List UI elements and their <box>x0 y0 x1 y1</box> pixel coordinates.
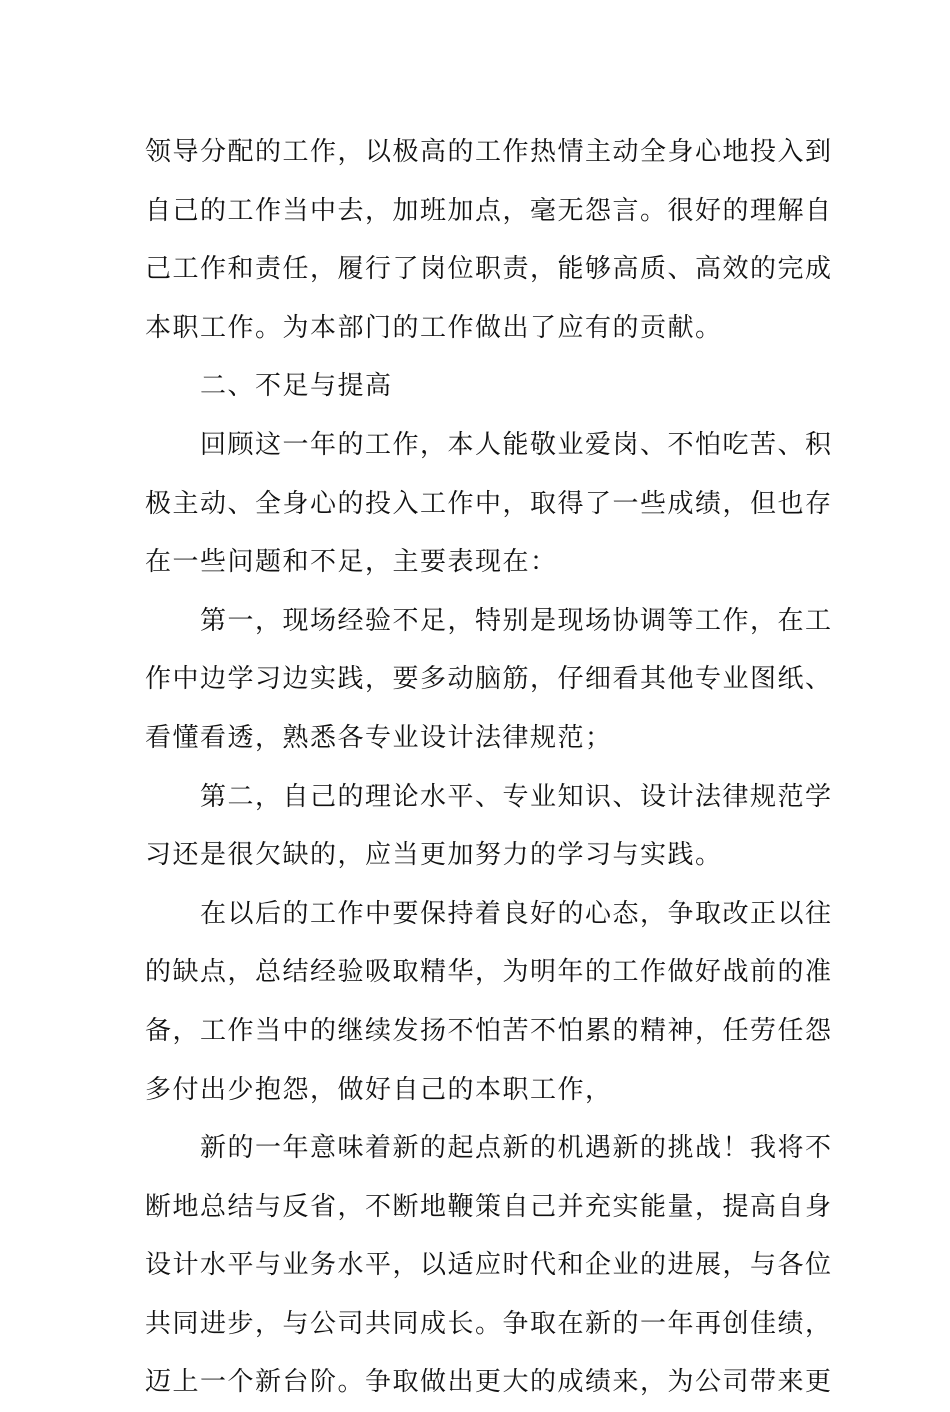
text-line: 本职工作。为本部门的工作做出了应有的贡献。 <box>145 312 723 343</box>
text-line: 看懂看透，熟悉各专业设计法律规范； <box>145 722 613 753</box>
text-line: 在一些问题和不足，主要表现在： <box>145 547 558 578</box>
text-line: 在以后的工作中要保持着良好的心态，争取改正以往 <box>200 898 833 929</box>
text-line: 第一，现场经验不足，特别是现场协调等工作，在工 <box>200 605 833 636</box>
text-line: 设计水平与业务水平，以适应时代和企业的进展，与各位 <box>145 1250 833 1281</box>
document-body <box>145 123 833 1412</box>
text-line: 多付出少抱怨，做好自己的本职工作， <box>145 1074 613 1105</box>
text-line: 的缺点，总结经验吸取精华，为明年的工作做好战前的准 <box>145 957 833 988</box>
text-line: 备，工作当中的继续发扬不怕苦不怕累的精神，任劳任怨 <box>145 1015 833 1046</box>
text-line: 第二，自己的理论水平、专业知识、设计法律规范学 <box>200 781 833 812</box>
text-line: 新的一年意味着新的起点新的机遇新的挑战！我将不 <box>200 1133 833 1164</box>
text-line: 己工作和责任，履行了岗位职责，能够高质、高效的完成 <box>145 254 833 285</box>
text-line: 回顾这一年的工作，本人能敬业爱岗、不怕吃苦、积 <box>200 429 833 460</box>
text-line: 习还是很欠缺的，应当更加努力的学习与实践。 <box>145 840 723 871</box>
text-line: 共同进步，与公司共同成长。争取在新的一年再创佳绩， <box>145 1308 833 1339</box>
text-line: 二、不足与提高 <box>200 371 393 402</box>
text-line: 领导分配的工作，以极高的工作热情主动全身心地投入到 <box>145 137 833 167</box>
text-line: 自己的工作当中去，加班加点，毫无怨言。很好的理解自 <box>145 195 833 226</box>
text-line: 作中边学习边实践，要多动脑筋，仔细看其他专业图纸、 <box>145 664 833 695</box>
text-line: 迈上一个新台阶。争取做出更大的成绩来，为公司带来更 <box>145 1367 833 1398</box>
text-line: 极主动、全身心的投入工作中，取得了一些成绩，但也存 <box>145 488 833 519</box>
text-line: 断地总结与反省，不断地鞭策自己并充实能量，提高自身 <box>145 1191 833 1222</box>
